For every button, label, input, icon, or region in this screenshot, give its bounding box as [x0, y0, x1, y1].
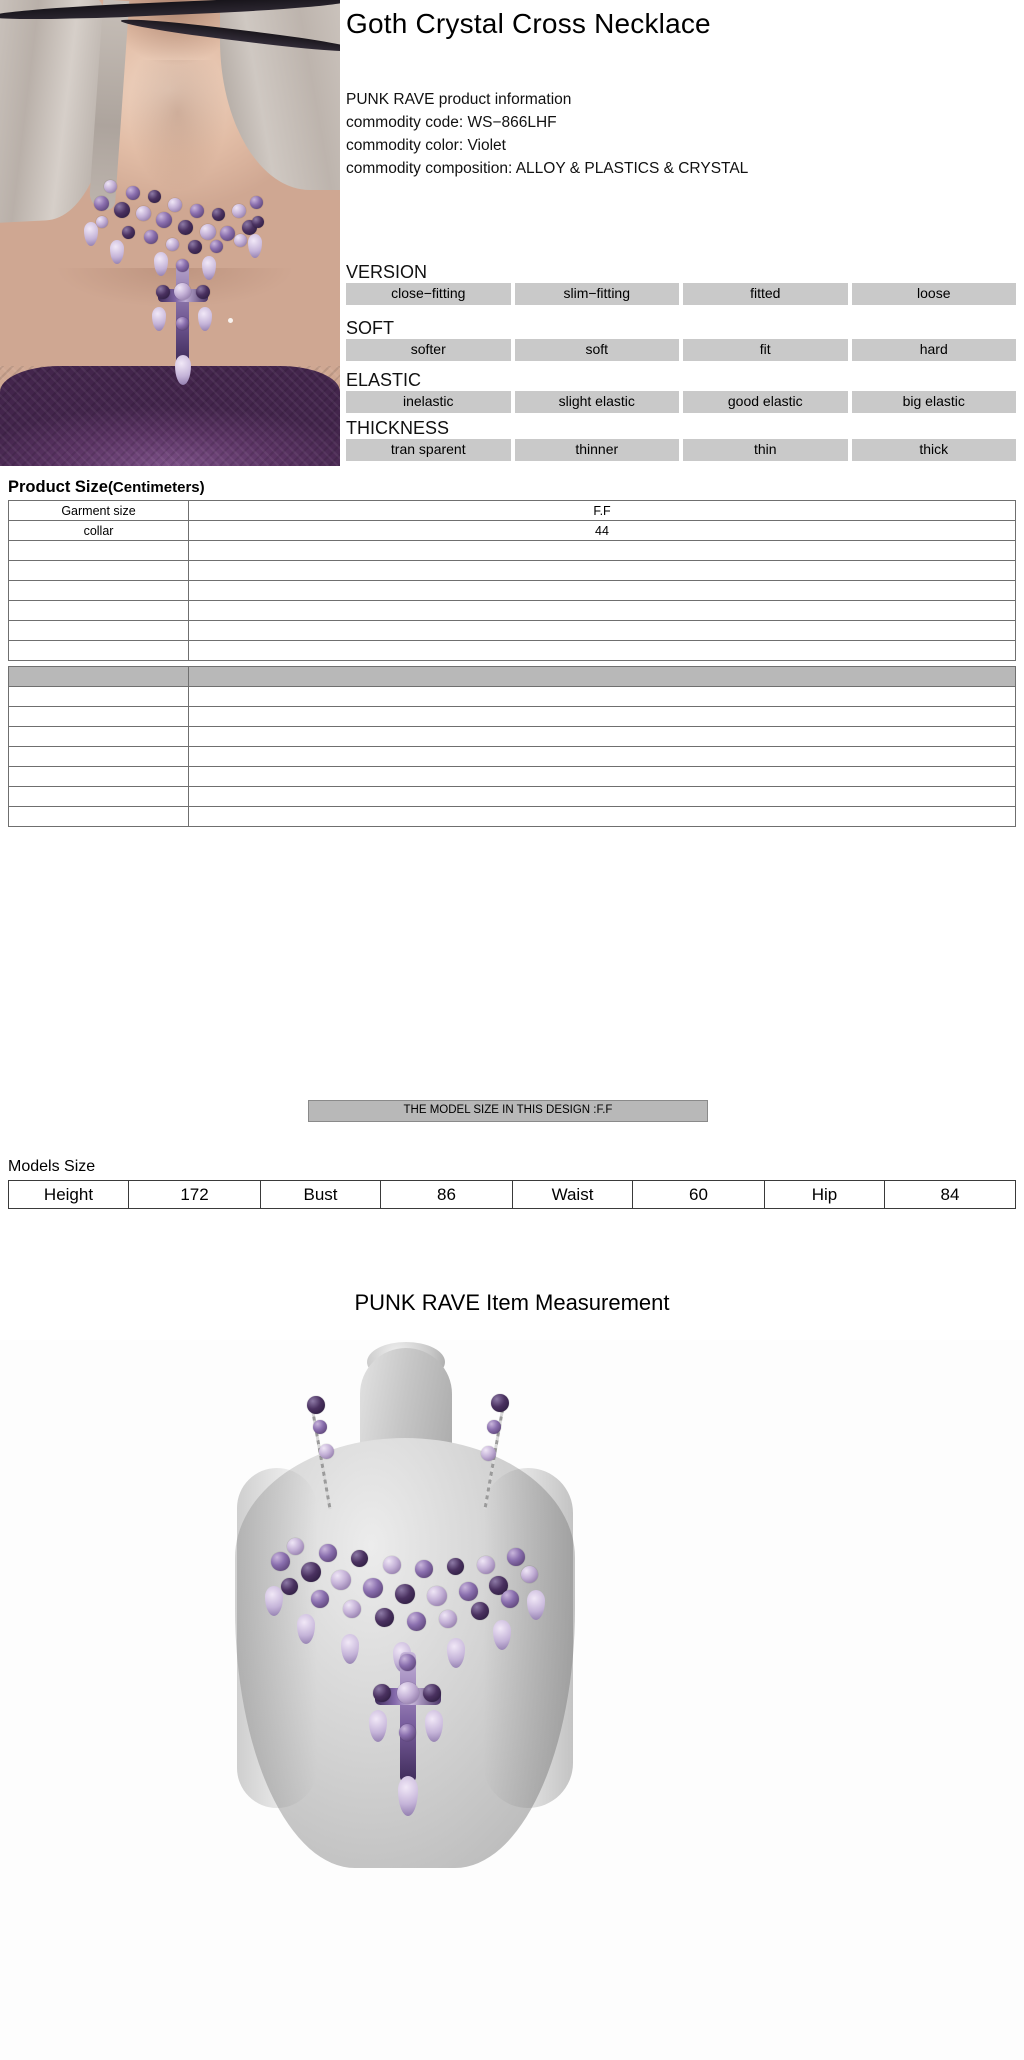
- bust-bead: [481, 1446, 496, 1461]
- table-row-header: [9, 501, 1016, 521]
- spec-option-soft-1[interactable]: soft: [515, 339, 680, 361]
- table-row: [9, 621, 1016, 641]
- cell-empty: [9, 727, 189, 747]
- spec-option-soft-3[interactable]: hard: [852, 339, 1017, 361]
- models-label-bust: Bust: [261, 1181, 381, 1209]
- cell-empty: [9, 807, 189, 827]
- cell-empty: [189, 767, 1016, 787]
- cell-empty: [189, 581, 1016, 601]
- table-row: [9, 541, 1016, 561]
- photo-highlight-dot: [228, 318, 233, 323]
- cell-empty: [189, 601, 1016, 621]
- cell-header-garment-size: Garment size: [9, 501, 189, 521]
- spec-option-thickness-0[interactable]: tran sparent: [346, 439, 511, 461]
- table-row: [9, 767, 1016, 787]
- product-size-title: [8, 478, 205, 497]
- table-row: [9, 641, 1016, 661]
- model-photo: [0, 0, 340, 466]
- cell-empty: [9, 641, 189, 661]
- models-size-table: [8, 1180, 1016, 1209]
- spec-row-version: [346, 283, 1016, 305]
- cell-empty: [9, 621, 189, 641]
- cell-collar-label: collar: [9, 521, 189, 541]
- spec-group-version: [346, 262, 1016, 305]
- cell-empty: [189, 561, 1016, 581]
- cell-empty: [9, 687, 189, 707]
- spec-option-elastic-3[interactable]: big elastic: [852, 391, 1017, 413]
- bust-pendant-vertical-bar: [400, 1652, 416, 1782]
- models-label-height: Height: [9, 1181, 129, 1209]
- spec-option-elastic-1[interactable]: slight elastic: [515, 391, 680, 413]
- pendant-vertical-bar: [176, 261, 189, 365]
- measurement-title: PUNK RAVE Item Measurement: [354, 1290, 670, 1315]
- spec-option-version-1[interactable]: slim−fitting: [515, 283, 680, 305]
- table-row: [9, 707, 1016, 727]
- table-row: [9, 787, 1016, 807]
- spec-row-elastic: [346, 391, 1016, 413]
- spec-option-soft-0[interactable]: softer: [346, 339, 511, 361]
- spec-option-thickness-3[interactable]: thick: [852, 439, 1017, 461]
- bust-bead: [313, 1420, 327, 1434]
- cell-empty: [189, 747, 1016, 767]
- bust-bead: [307, 1396, 325, 1414]
- spec-option-version-0[interactable]: close−fitting: [346, 283, 511, 305]
- display-bust-form: [215, 1348, 595, 1868]
- cell-empty: [189, 687, 1016, 707]
- product-size-table: [8, 500, 1016, 661]
- cell-empty: [189, 787, 1016, 807]
- cell-empty: [189, 807, 1016, 827]
- spec-option-thickness-2[interactable]: thin: [683, 439, 848, 461]
- models-value-bust: 86: [381, 1181, 513, 1209]
- cell-empty: [189, 621, 1016, 641]
- spec-option-version-3[interactable]: loose: [852, 283, 1017, 305]
- table-row: [9, 581, 1016, 601]
- models-label-waist: Waist: [513, 1181, 633, 1209]
- info-line-3: commodity color: Violet: [346, 137, 506, 154]
- models-size-title: Models Size: [8, 1158, 96, 1175]
- product-info-block: [346, 88, 748, 180]
- spec-label-thickness: THICKNESS: [346, 418, 450, 438]
- models-value-height: 172: [129, 1181, 261, 1209]
- bust-cross-pendant: [367, 1648, 447, 1848]
- table-row: [9, 1181, 1016, 1209]
- cell-empty: [9, 541, 189, 561]
- cell-empty: [189, 641, 1016, 661]
- models-label-hip: Hip: [765, 1181, 885, 1209]
- bust-display-photo: [0, 1340, 1024, 2060]
- spec-group-elastic: [346, 370, 1016, 413]
- spec-option-elastic-2[interactable]: good elastic: [683, 391, 848, 413]
- cell-empty: [9, 787, 189, 807]
- table-row: [9, 601, 1016, 621]
- cell-empty: [9, 707, 189, 727]
- info-line-4: commodity composition: ALLOY & PLASTICS & CRYSTAL: [346, 160, 749, 177]
- secondary-size-table: [8, 666, 1016, 827]
- cell-header-ff: F.F: [189, 501, 1016, 521]
- cell-empty: [189, 727, 1016, 747]
- info-line-2: commodity code: WS−866LHF: [346, 114, 557, 131]
- product-size-title-text: Product Size: [8, 478, 108, 496]
- spec-label-soft: SOFT: [346, 318, 394, 338]
- spec-option-version-2[interactable]: fitted: [683, 283, 848, 305]
- table-row: [9, 727, 1016, 747]
- models-value-hip: 84: [885, 1181, 1016, 1209]
- cell-empty: [189, 541, 1016, 561]
- cell-collar-value: 44: [189, 521, 1016, 541]
- info-line-1: PUNK RAVE product information: [346, 91, 572, 108]
- spec-label-version: VERSION: [346, 262, 428, 282]
- spec-group-thickness: [346, 418, 1016, 461]
- table-row: [9, 561, 1016, 581]
- bust-bead: [491, 1394, 509, 1412]
- cell-empty: [9, 767, 189, 787]
- spec-row-soft: [346, 339, 1016, 361]
- table-row-header: [9, 667, 1016, 687]
- model-size-note: THE MODEL SIZE IN THIS DESIGN :F.F: [308, 1100, 708, 1122]
- spec-row-thickness: [346, 439, 1016, 461]
- photo-cross-pendant: [152, 255, 212, 405]
- cell-empty: [9, 561, 189, 581]
- table-row: [9, 807, 1016, 827]
- table-row: [9, 747, 1016, 767]
- bust-bead: [487, 1420, 501, 1434]
- spec-group-soft: [346, 318, 1016, 361]
- page-title: Goth Crystal Cross Necklace: [346, 8, 711, 39]
- spec-label-elastic: ELASTIC: [346, 370, 422, 390]
- spec-option-elastic-0[interactable]: inelastic: [346, 391, 511, 413]
- spec-option-soft-2[interactable]: fit: [683, 339, 848, 361]
- cell-header-blank-1: [9, 667, 189, 687]
- table-row: [9, 521, 1016, 541]
- table-row: [9, 687, 1016, 707]
- spec-option-thickness-1[interactable]: thinner: [515, 439, 680, 461]
- cell-empty: [189, 707, 1016, 727]
- bust-bead: [319, 1444, 334, 1459]
- cell-empty: [9, 581, 189, 601]
- models-value-waist: 60: [633, 1181, 765, 1209]
- photo-necklace-band: [92, 168, 262, 260]
- cell-empty: [9, 747, 189, 767]
- cell-empty: [9, 601, 189, 621]
- product-size-unit: (Centimeters): [107, 479, 205, 496]
- cell-header-blank-2: [189, 667, 1016, 687]
- top-section: [0, 0, 1024, 466]
